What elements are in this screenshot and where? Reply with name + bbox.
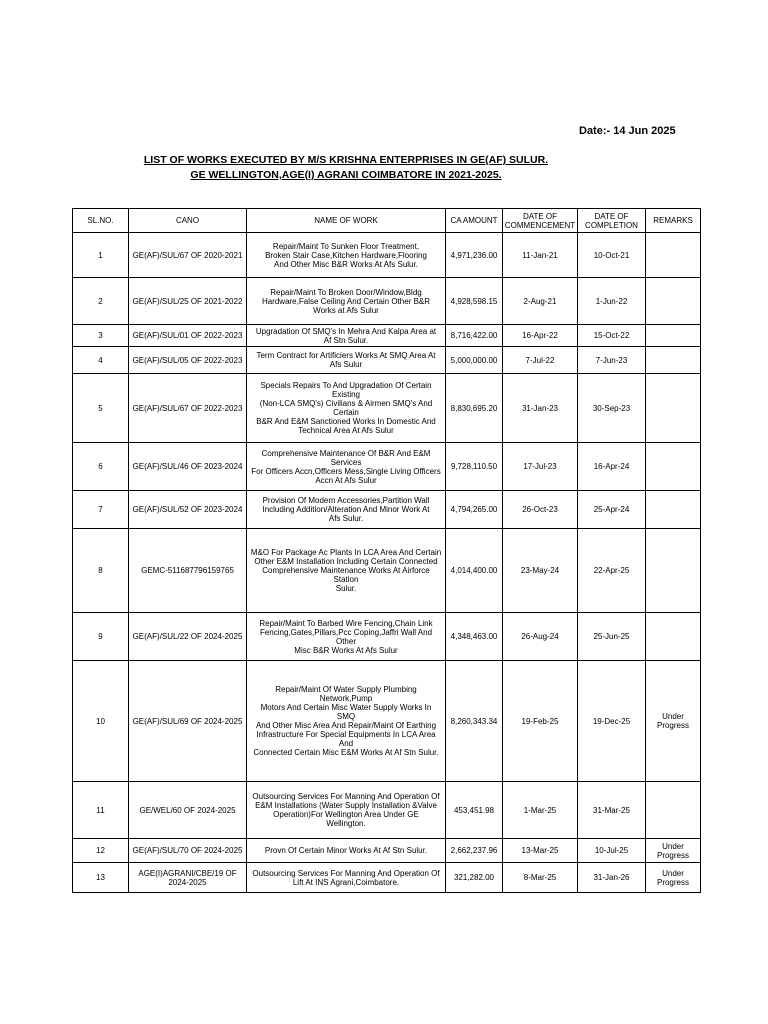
- sl-no-cell: 8: [73, 529, 129, 613]
- remarks-cell: [646, 782, 701, 839]
- ca-amount-cell: 8,830,695.20: [446, 374, 503, 443]
- work-name-cell: Term Contract for Artificiers Works At SMQ Area At Afs Sulur: [247, 347, 446, 374]
- sl-no-cell: 1: [73, 233, 129, 278]
- work-name-cell: Repair/Maint To Sunken Floor Treatment, Broken Stair Case,Kitchen Hardware,Flooring And Other Misc B&R Works At Afs Sulur.: [247, 233, 446, 278]
- completion-date-cell: 1-Jun-22: [578, 278, 646, 325]
- commencement-date-cell: 26-Aug-24: [503, 613, 578, 661]
- sl-no-cell: 13: [73, 863, 129, 893]
- sl-no-cell: 2: [73, 278, 129, 325]
- completion-date-cell: 19-Dec-25: [578, 661, 646, 782]
- ca-amount-cell: 4,928,598.15: [446, 278, 503, 325]
- sl-no-cell: 11: [73, 782, 129, 839]
- cano-cell: GE(AF)/SUL/05 OF 2022-2023: [129, 347, 247, 374]
- work-name-cell: Provn Of Certain Minor Works At Af Stn Sulur.: [247, 839, 446, 863]
- cano-cell: AGE(I)AGRANI/CBE/19 OF 2024-2025: [129, 863, 247, 893]
- completion-date-cell: 31-Jan-26: [578, 863, 646, 893]
- work-name-cell: Comprehensive Maintenance Of B&R And E&M Services For Officers Accn,Officers Mess,Single Living Officers Accn At Afs Sulur: [247, 443, 446, 491]
- remarks-cell: Under Progress: [646, 863, 701, 893]
- cano-cell: GEMC-511687796159765: [129, 529, 247, 613]
- col-header-name-of-work: NAME OF WORK: [247, 209, 446, 233]
- cano-cell: GE(AF)/SUL/25 OF 2021-2022: [129, 278, 247, 325]
- work-name-cell: Repair/Maint To Barbed Wire Fencing,Chain Link Fencing,Gates,Pillars,Pcc Coping,Jaffri Wall And Other Misc B&R Works At Afs Sulur: [247, 613, 446, 661]
- sl-no-cell: 3: [73, 325, 129, 347]
- work-name-cell: Provision Of Modern Accessories,Partition Wall Including Addition/Alteration And Minor Work At Afs Sulur.: [247, 491, 446, 529]
- ca-amount-cell: 2,662,237.96: [446, 839, 503, 863]
- ca-amount-cell: 9,728,110.50: [446, 443, 503, 491]
- table-row: [73, 443, 701, 491]
- sl-no-cell: 4: [73, 347, 129, 374]
- commencement-date-cell: 11-Jan-21: [503, 233, 578, 278]
- work-name-cell: Outsourcing Services For Manning And Operation Of Lift At INS Agrani,Coimbatore.: [247, 863, 446, 893]
- table-row: [73, 374, 701, 443]
- completion-date-cell: 10-Jul-25: [578, 839, 646, 863]
- table-row: [73, 278, 701, 325]
- commencement-date-cell: 16-Apr-22: [503, 325, 578, 347]
- work-name-cell: Outsourcing Services For Manning And Operation Of E&M Installations (Water Supply Installation &Valve Operation)For Wellington Area Under GE Wellington.: [247, 782, 446, 839]
- table-row: [73, 613, 701, 661]
- completion-date-cell: 16-Apr-24: [578, 443, 646, 491]
- commencement-date-cell: 19-Feb-25: [503, 661, 578, 782]
- table-row: [73, 347, 701, 374]
- commencement-date-cell: 8-Mar-25: [503, 863, 578, 893]
- col-header-date-of-completion: DATE OF COMPLETION: [578, 209, 646, 233]
- table-header-row: [73, 209, 701, 233]
- work-name-cell: M&O For Package Ac Plants In LCA Area And Certain Other E&M Installation Including Certain Connected Comprehensive Maintenance Works At Airforce Station Sulur.: [247, 529, 446, 613]
- completion-date-cell: 10-Oct-21: [578, 233, 646, 278]
- sl-no-cell: 6: [73, 443, 129, 491]
- sl-no-cell: 10: [73, 661, 129, 782]
- cano-cell: GE/WEL/60 OF 2024-2025: [129, 782, 247, 839]
- sl-no-cell: 9: [73, 613, 129, 661]
- work-name-cell: Repair/Maint To Broken Door/Window,Bldg Hardware,False Ceiling And Certain Other B&R Works at Afs Sulur: [247, 278, 446, 325]
- sl-no-cell: 5: [73, 374, 129, 443]
- remarks-cell: [646, 443, 701, 491]
- col-header-cano: CANO: [129, 209, 247, 233]
- table-row: [73, 529, 701, 613]
- remarks-cell: Under Progress: [646, 661, 701, 782]
- remarks-cell: [646, 374, 701, 443]
- remarks-cell: [646, 233, 701, 278]
- completion-date-cell: 25-Jun-25: [578, 613, 646, 661]
- remarks-cell: [646, 491, 701, 529]
- commencement-date-cell: 13-Mar-25: [503, 839, 578, 863]
- completion-date-cell: 30-Sep-23: [578, 374, 646, 443]
- commencement-date-cell: 17-Jul-23: [503, 443, 578, 491]
- ca-amount-cell: 4,971,236.00: [446, 233, 503, 278]
- document-heading: [0, 153, 692, 183]
- work-name-cell: Upgradation Of SMQ's In Mehra And Kalpa Area at Af Stn Sulur.: [247, 325, 446, 347]
- work-name-cell: Repair/Maint Of Water Supply Plumbing Network,Pump Motors And Certain Misc Water Supply Works In SMQ And Other Misc Area And Repair/Maint Of Earthing Infrastructure For Special Equipments In LCA Area And Connected Certain Misc E&M Works At Af Stn Sulur.: [247, 661, 446, 782]
- col-header-remarks: REMARKS: [646, 209, 701, 233]
- table-row: [73, 839, 701, 863]
- table-row: [73, 233, 701, 278]
- completion-date-cell: 22-Apr-25: [578, 529, 646, 613]
- commencement-date-cell: 23-May-24: [503, 529, 578, 613]
- cano-cell: GE(AF)/SUL/52 OF 2023-2024: [129, 491, 247, 529]
- ca-amount-cell: 4,014,400.00: [446, 529, 503, 613]
- table-row: [73, 325, 701, 347]
- ca-amount-cell: 321,282.00: [446, 863, 503, 893]
- cano-cell: GE(AF)/SUL/67 OF 2022-2023: [129, 374, 247, 443]
- heading-line-1: LIST OF WORKS EXECUTED BY M/S KRISHNA ENTERPRISES IN GE(AF) SULUR.: [143, 154, 549, 166]
- remarks-cell: [646, 325, 701, 347]
- commencement-date-cell: 7-Jul-22: [503, 347, 578, 374]
- table-row: [73, 782, 701, 839]
- remarks-cell: [646, 347, 701, 374]
- ca-amount-cell: 4,348,463.00: [446, 613, 503, 661]
- cano-cell: GE(AF)/SUL/67 OF 2020-2021: [129, 233, 247, 278]
- completion-date-cell: 15-Oct-22: [578, 325, 646, 347]
- table-row: [73, 661, 701, 782]
- works-table: [72, 208, 701, 893]
- cano-cell: GE(AF)/SUL/69 OF 2024-2025: [129, 661, 247, 782]
- remarks-cell: [646, 613, 701, 661]
- sl-no-cell: 12: [73, 839, 129, 863]
- cano-cell: GE(AF)/SUL/46 OF 2023-2024: [129, 443, 247, 491]
- ca-amount-cell: 5,000,000.00: [446, 347, 503, 374]
- ca-amount-cell: 4,794,265.00: [446, 491, 503, 529]
- col-header-date-of-commencement: DATE OF COMMENCEMENT: [503, 209, 578, 233]
- ca-amount-cell: 453,451.98: [446, 782, 503, 839]
- cano-cell: GE(AF)/SUL/70 OF 2024-2025: [129, 839, 247, 863]
- remarks-cell: [646, 529, 701, 613]
- document-date: Date:- 14 Jun 2025: [579, 125, 676, 137]
- col-header-sl-no: SL.NO.: [73, 209, 129, 233]
- completion-date-cell: 31-Mar-25: [578, 782, 646, 839]
- remarks-cell: [646, 278, 701, 325]
- commencement-date-cell: 1-Mar-25: [503, 782, 578, 839]
- commencement-date-cell: 2-Aug-21: [503, 278, 578, 325]
- ca-amount-cell: 8,716,422.00: [446, 325, 503, 347]
- commencement-date-cell: 31-Jan-23: [503, 374, 578, 443]
- sl-no-cell: 7: [73, 491, 129, 529]
- heading-line-2: GE WELLINGTON,AGE(I) AGRANI COIMBATORE IN 2021-2025.: [190, 169, 502, 181]
- table-row: [73, 863, 701, 893]
- cano-cell: GE(AF)/SUL/01 OF 2022-2023: [129, 325, 247, 347]
- work-name-cell: Specials Repairs To And Upgradation Of Certain Existing (Non-LCA SMQ's) Civilians & Airmen SMQ's And Certain B&R And E&M Sanctioned Works In Domestic And Technical Area At Afs Sulur: [247, 374, 446, 443]
- remarks-cell: Under Progress: [646, 839, 701, 863]
- ca-amount-cell: 8,260,343.34: [446, 661, 503, 782]
- table-row: [73, 491, 701, 529]
- completion-date-cell: 25-Apr-24: [578, 491, 646, 529]
- completion-date-cell: 7-Jun-23: [578, 347, 646, 374]
- col-header-ca-amount: CA AMOUNT: [446, 209, 503, 233]
- commencement-date-cell: 26-Oct-23: [503, 491, 578, 529]
- cano-cell: GE(AF)/SUL/22 OF 2024-2025: [129, 613, 247, 661]
